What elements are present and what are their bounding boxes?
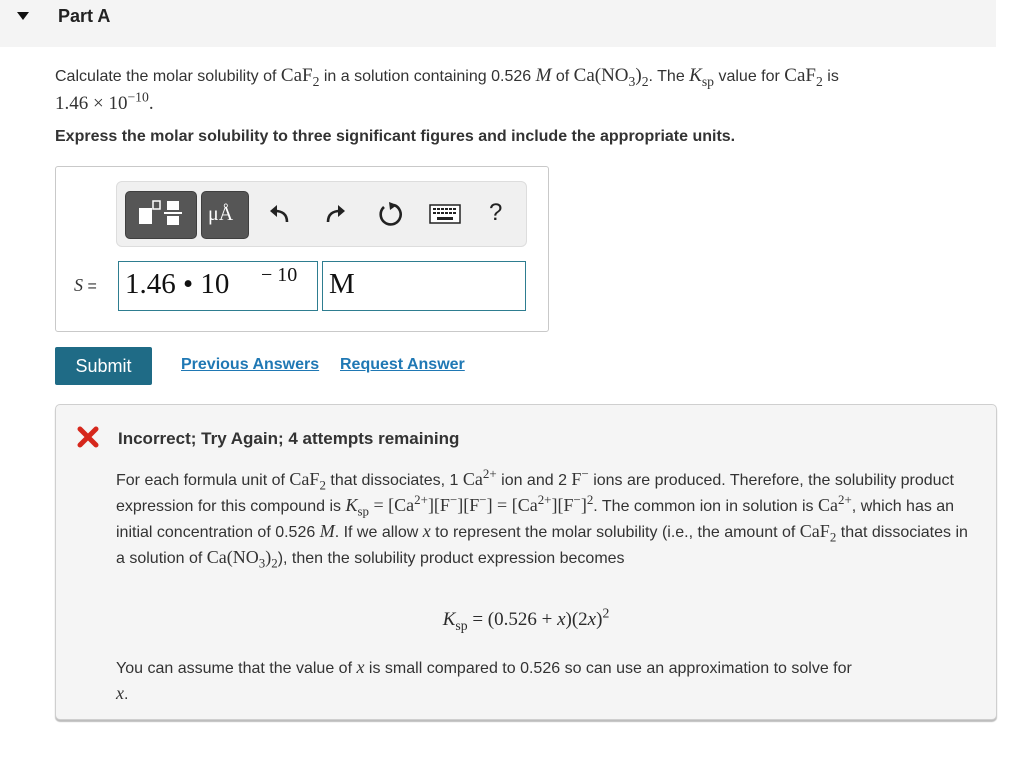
feedback-hint: You can assume that the value of x is small compared to 0.526 so can use an approximation to solve for x. [116, 657, 852, 703]
answer-value-input[interactable]: 1.46 • 10 − 10 [118, 261, 318, 311]
templates-button[interactable] [125, 191, 197, 239]
math-toolbar [116, 181, 527, 247]
part-title: Part A [58, 6, 111, 26]
submit-button[interactable]: Submit [55, 347, 152, 385]
feedback-explanation: For each formula unit of CaF$_2$ that dissociates, 1 $Ca^{2+}$ ion and 2 F− ions are produced. Therefore, the solubility product expression for this compound is $K_{sp} = [Ca^{2+}][F^-][F^-] = [Ca^{2+}][F^-]^2$. The common ion in solution is $Ca^{2+}$, which has an initial concentration of 0.526 M. If we allow x to represent the molar solubility (i.e., the amount of CaF$_2$ that dissociates in a solution of $Ca(NO_3)_2$), then the solubility product expression becomes [116, 466, 968, 571]
incorrect-x-icon [76, 425, 100, 449]
templates-icon [126, 192, 196, 238]
answer-label: S = [74, 275, 97, 295]
previous-answers-link[interactable]: Previous Answers [181, 356, 320, 373]
answer-unit-input[interactable]: M [322, 261, 526, 311]
instruction-text: Express the molar solubility to three significant figures and include the appropriate units. [55, 128, 736, 145]
ksp-equation: $K_{sp} = (0.526 + x)(2x)^2$ [442, 605, 610, 633]
question-text: Calculate the molar solubility of CaF$_2$ in a solution containing 0.526 M of $Ca(NO_3)_2$. The $K_{sp}$ value for CaF$_2$ is $1.46 \times 10^{-10}$. [55, 65, 839, 114]
units-label: μÅ [208, 203, 234, 225]
help-button[interactable]: ? [489, 199, 503, 226]
feedback-panel [55, 404, 997, 720]
request-answer-link[interactable]: Request Answer [340, 356, 465, 373]
undo-icon[interactable] [267, 202, 293, 226]
answer-box [55, 166, 549, 332]
redo-icon[interactable] [322, 202, 348, 226]
keyboard-icon[interactable] [429, 204, 461, 224]
collapse-caret-icon[interactable] [17, 12, 29, 20]
feedback-title: Incorrect; Try Again; 4 attempts remaining [118, 429, 460, 448]
units-button[interactable] [201, 191, 249, 239]
reset-icon[interactable] [375, 199, 405, 229]
part-header[interactable] [0, 0, 996, 47]
